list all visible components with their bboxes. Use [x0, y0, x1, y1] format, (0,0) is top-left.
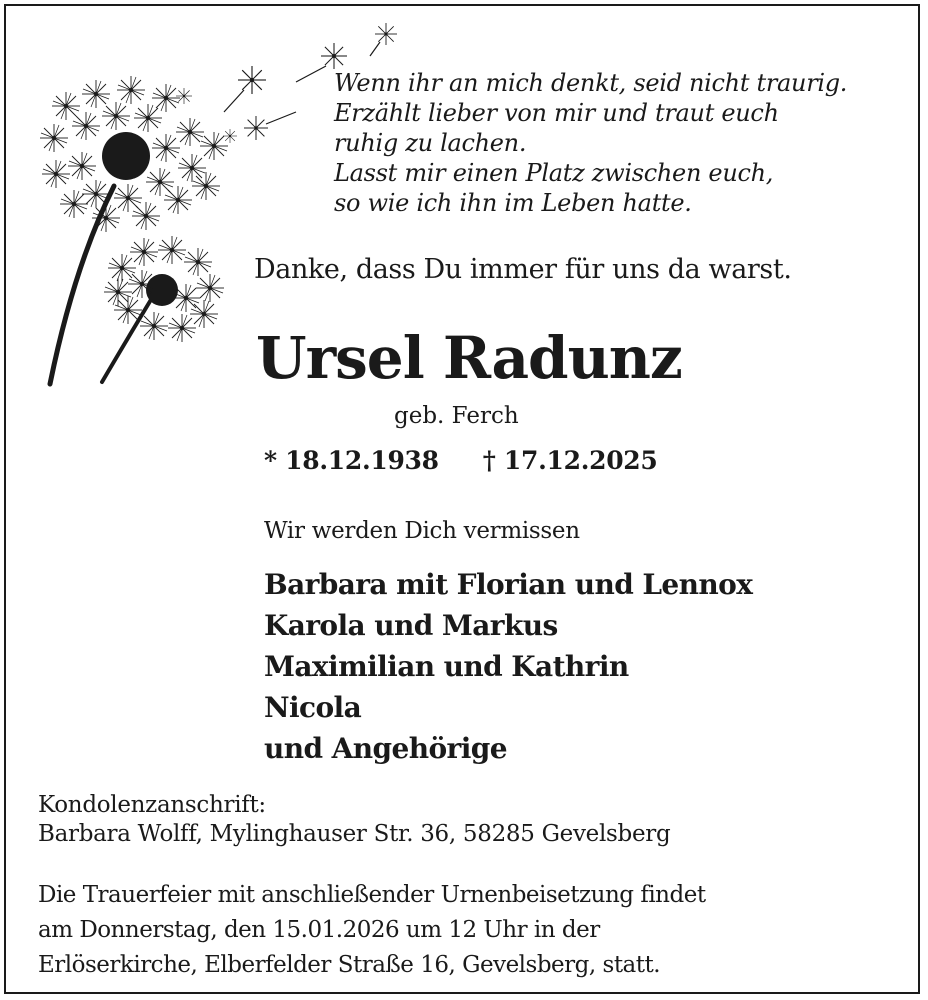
poem-line: so wie ich ihn im Leben hatte.	[334, 189, 692, 217]
poem-line: ruhig zu lachen.	[334, 129, 527, 157]
death-date: † 17.12.2025	[482, 446, 658, 475]
funeral-line: am Donnerstag, den 15.01.2026 um 12 Uhr in der	[38, 917, 600, 943]
poem-line: Erzählt lieber von mir und traut euch	[334, 99, 779, 127]
mourner-line: Barbara mit Florian und Lennox	[264, 568, 753, 601]
obituary-frame	[4, 4, 920, 994]
poem	[334, 68, 847, 218]
poem-line: Lasst mir einen Platz zwischen euch,	[334, 159, 774, 187]
thanks-line: Danke, dass Du immer für uns da warst.	[254, 254, 792, 285]
life-dates	[264, 446, 658, 475]
mourner-line: und Angehörige	[264, 732, 507, 765]
funeral-line: Erlöserkirche, Elberfelder Straße 16, Gevelsberg, statt.	[38, 952, 661, 978]
mourner-line: Nicola	[264, 691, 362, 724]
funeral-notice	[38, 878, 706, 983]
miss-text: Wir werden Dich vermissen	[264, 518, 580, 544]
maiden-name: geb. Ferch	[394, 403, 519, 429]
condolence-title: Kondolenzanschrift:	[38, 792, 266, 818]
deceased-name: Ursel Radunz	[256, 324, 682, 392]
birth-date: * 18.12.1938	[264, 446, 439, 475]
condolence-address: Barbara Wolff, Mylinghauser Str. 36, 58285 Gevelsberg	[38, 821, 671, 847]
funeral-line: Die Trauerfeier mit anschließender Urnenbeisetzung findet	[38, 882, 706, 908]
poem-line: Wenn ihr an mich denkt, seid nicht traurig.	[334, 69, 848, 97]
mourner-line: Karola und Markus	[264, 609, 558, 642]
mourners-list	[264, 564, 752, 769]
mourner-line: Maximilian und Kathrin	[264, 650, 629, 683]
